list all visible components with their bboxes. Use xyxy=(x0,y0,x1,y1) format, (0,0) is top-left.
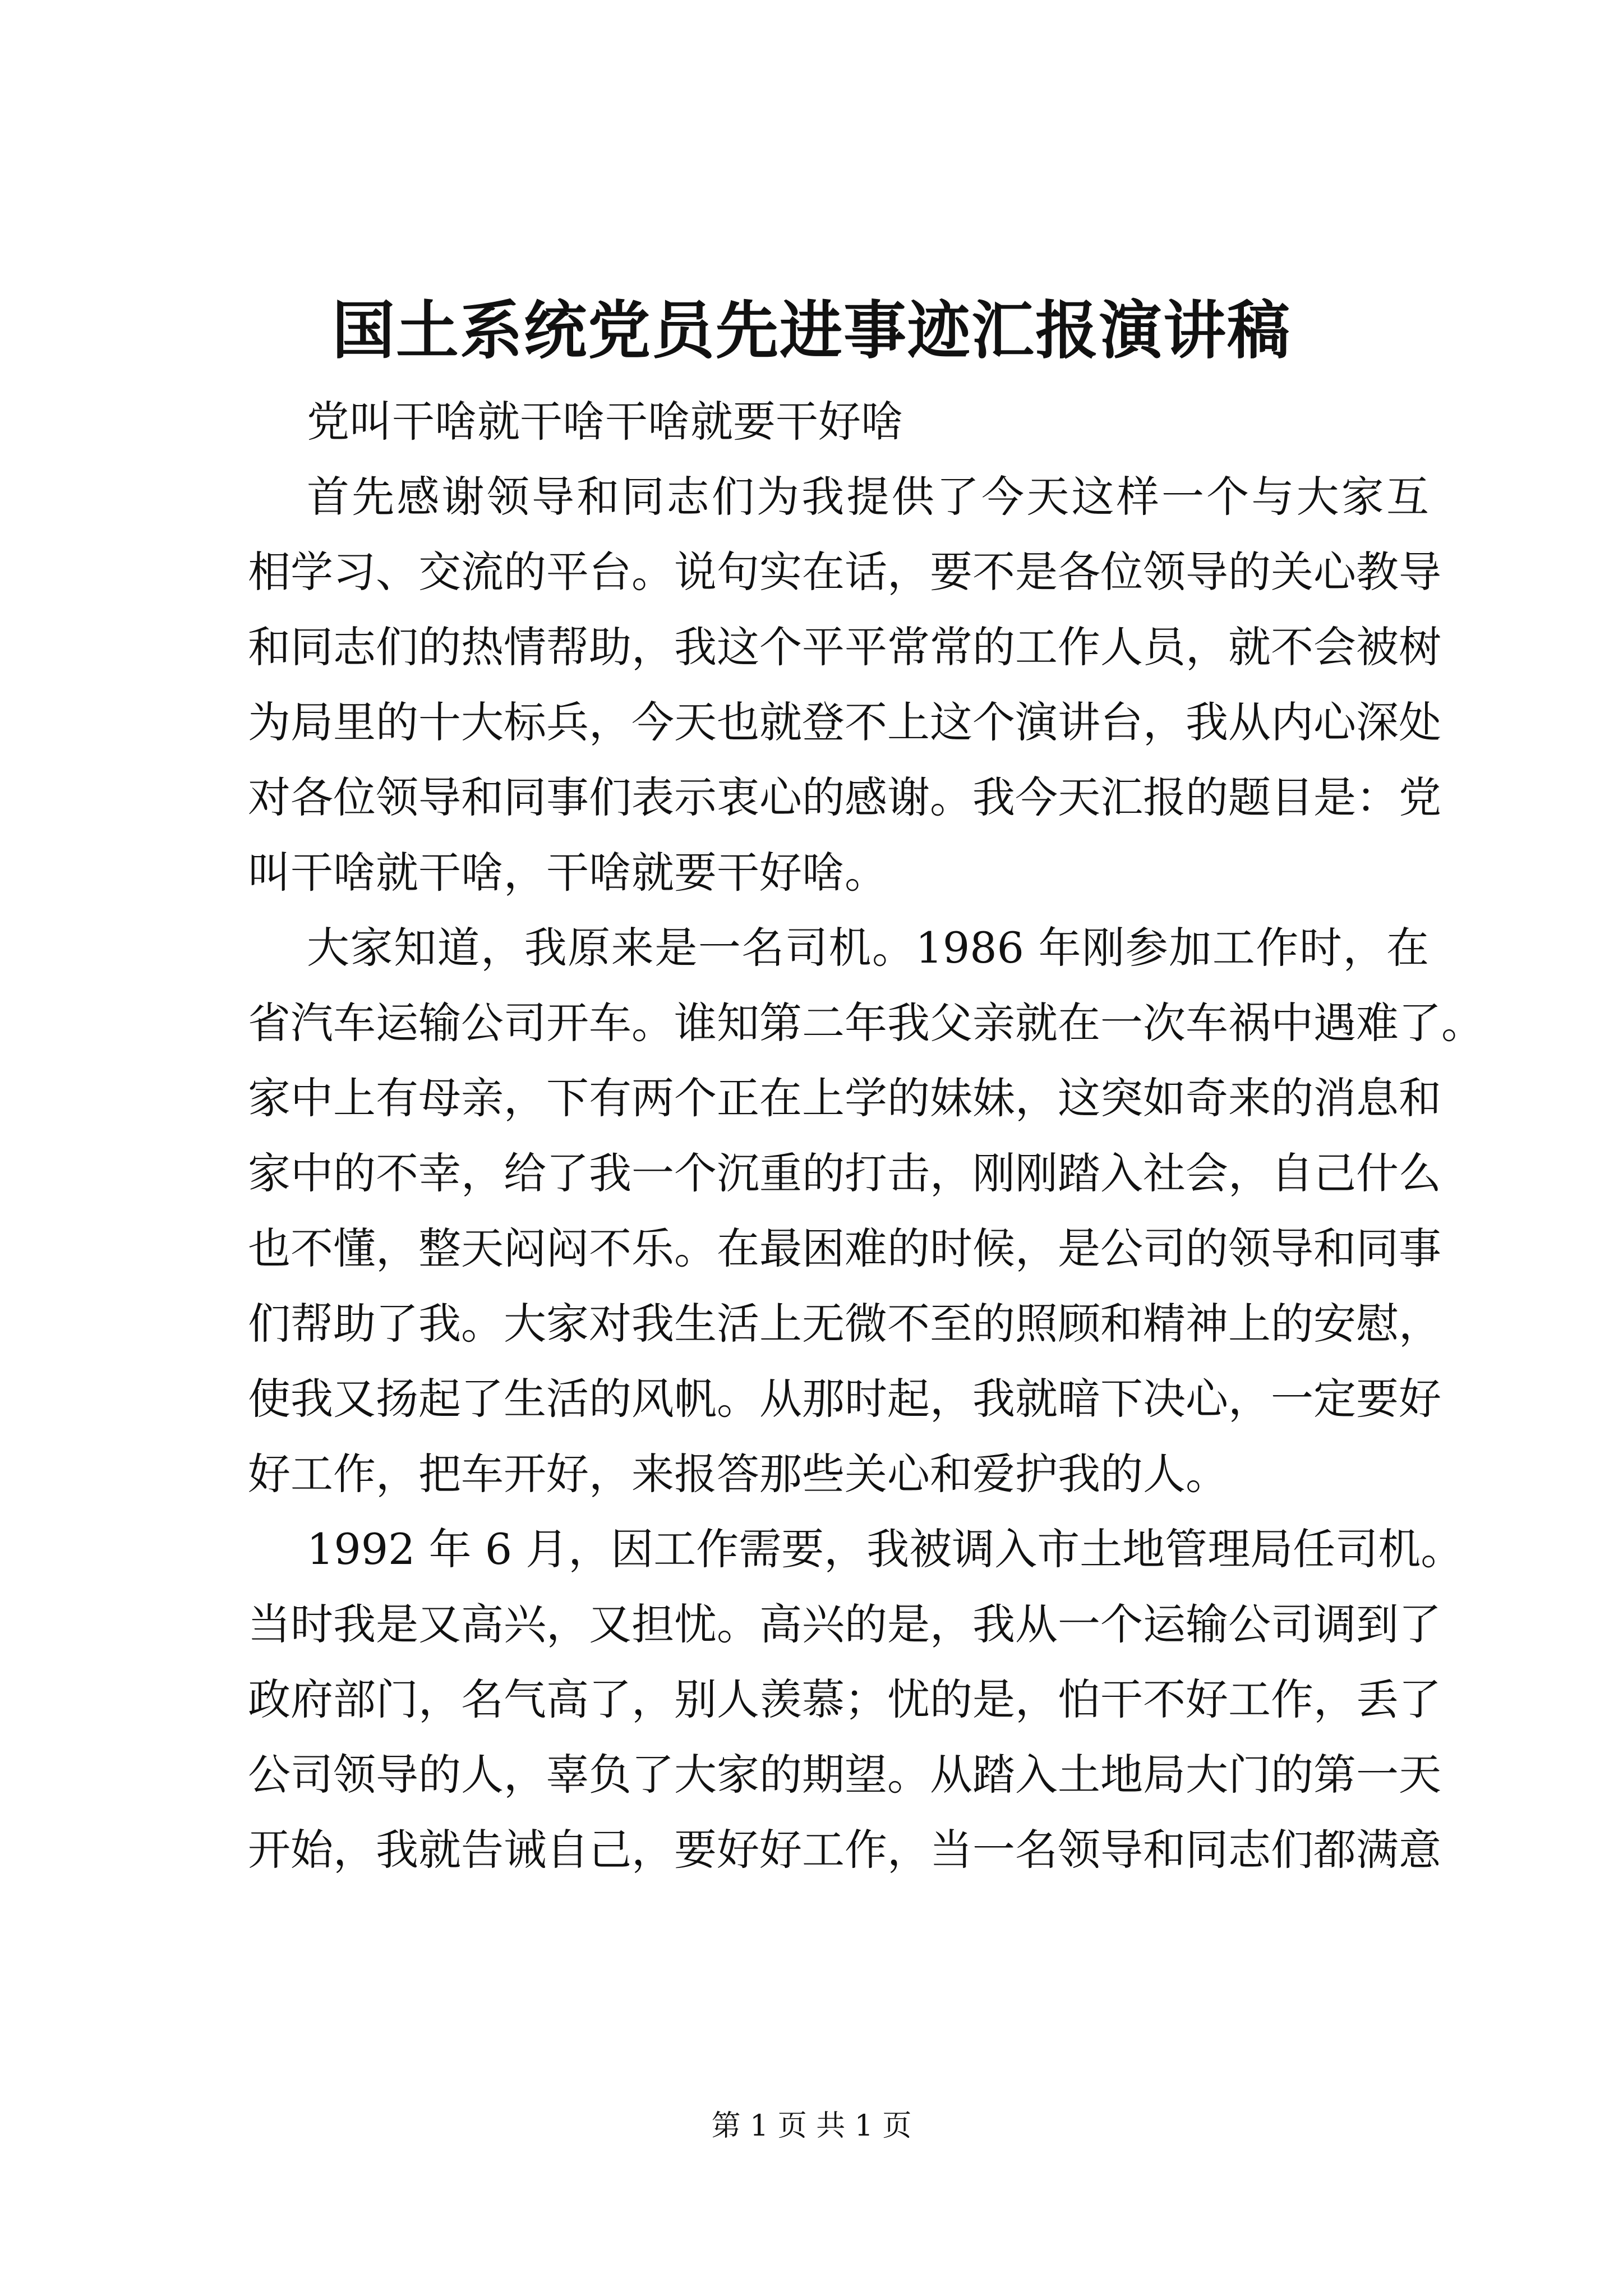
body-line: 家中上有母亲，下有两个正在上学的妹妹，这突如奇来的消息和 xyxy=(248,1073,1441,1123)
body-line: 开始，我就告诫自己，要好好工作，当一名领导和同志们都满意 xyxy=(248,1825,1441,1875)
body-line: 首先感谢领导和同志们为我提供了今天这样一个与大家互 xyxy=(307,472,1429,522)
body-line: 也不懂，整天闷闷不乐。在最困难的时候，是公司的领导和同事 xyxy=(248,1223,1441,1273)
body-line: 当时我是又高兴，又担忧。高兴的是，我从一个运输公司调到了 xyxy=(248,1599,1441,1649)
body-line: 好工作，把车开好，来报答那些关心和爱护我的人。 xyxy=(248,1449,1228,1499)
page-number-footer: 第 1 页 共 1 页 xyxy=(711,2109,912,2143)
body-line: 使我又扬起了生活的风帆。从那时起，我就暗下决心，一定要好 xyxy=(248,1374,1441,1424)
document-body xyxy=(248,384,1484,1888)
body-line: 们帮助了我。大家对我生活上无微不至的照顾和精神上的安慰， xyxy=(248,1299,1441,1349)
body-line: 对各位领导和同事们表示衷心的感谢。我今天汇报的题目是：党 xyxy=(248,772,1441,822)
document-title: 国土系统党员先进事迹汇报演讲稿 xyxy=(332,294,1291,367)
body-line: 公司领导的人，辜负了大家的期望。从踏入土地局大门的第一天 xyxy=(248,1750,1441,1800)
body-line: 1992 年 6 月，因工作需要，我被调入市土地管理局任司机。 xyxy=(307,1524,1464,1574)
subtitle-line: 党叫干啥就干啥干啥就要干好啥 xyxy=(307,397,903,447)
body-line: 大家知道，我原来是一名司机。1986 年刚参加工作时，在 xyxy=(307,923,1429,973)
body-line: 叫干啥就干啥，干啥就要干好啥。 xyxy=(248,848,887,898)
body-line: 政府部门，名气高了，别人羡慕；忧的是，怕干不好工作，丢了 xyxy=(248,1674,1441,1724)
body-line: 和同志们的热情帮助，我这个平平常常的工作人员，就不会被树 xyxy=(248,622,1441,672)
body-line: 为局里的十大标兵，今天也就登不上这个演讲台，我从内心深处 xyxy=(248,697,1441,747)
body-line: 家中的不幸，给了我一个沉重的打击，刚刚踏入社会，自己什么 xyxy=(248,1148,1441,1198)
body-line: 省汽车运输公司开车。谁知第二年我父亲就在一次车祸中遇难了。 xyxy=(248,998,1484,1048)
body-line: 相学习、交流的平台。说句实在话，要不是各位领导的关心教导 xyxy=(248,547,1441,597)
